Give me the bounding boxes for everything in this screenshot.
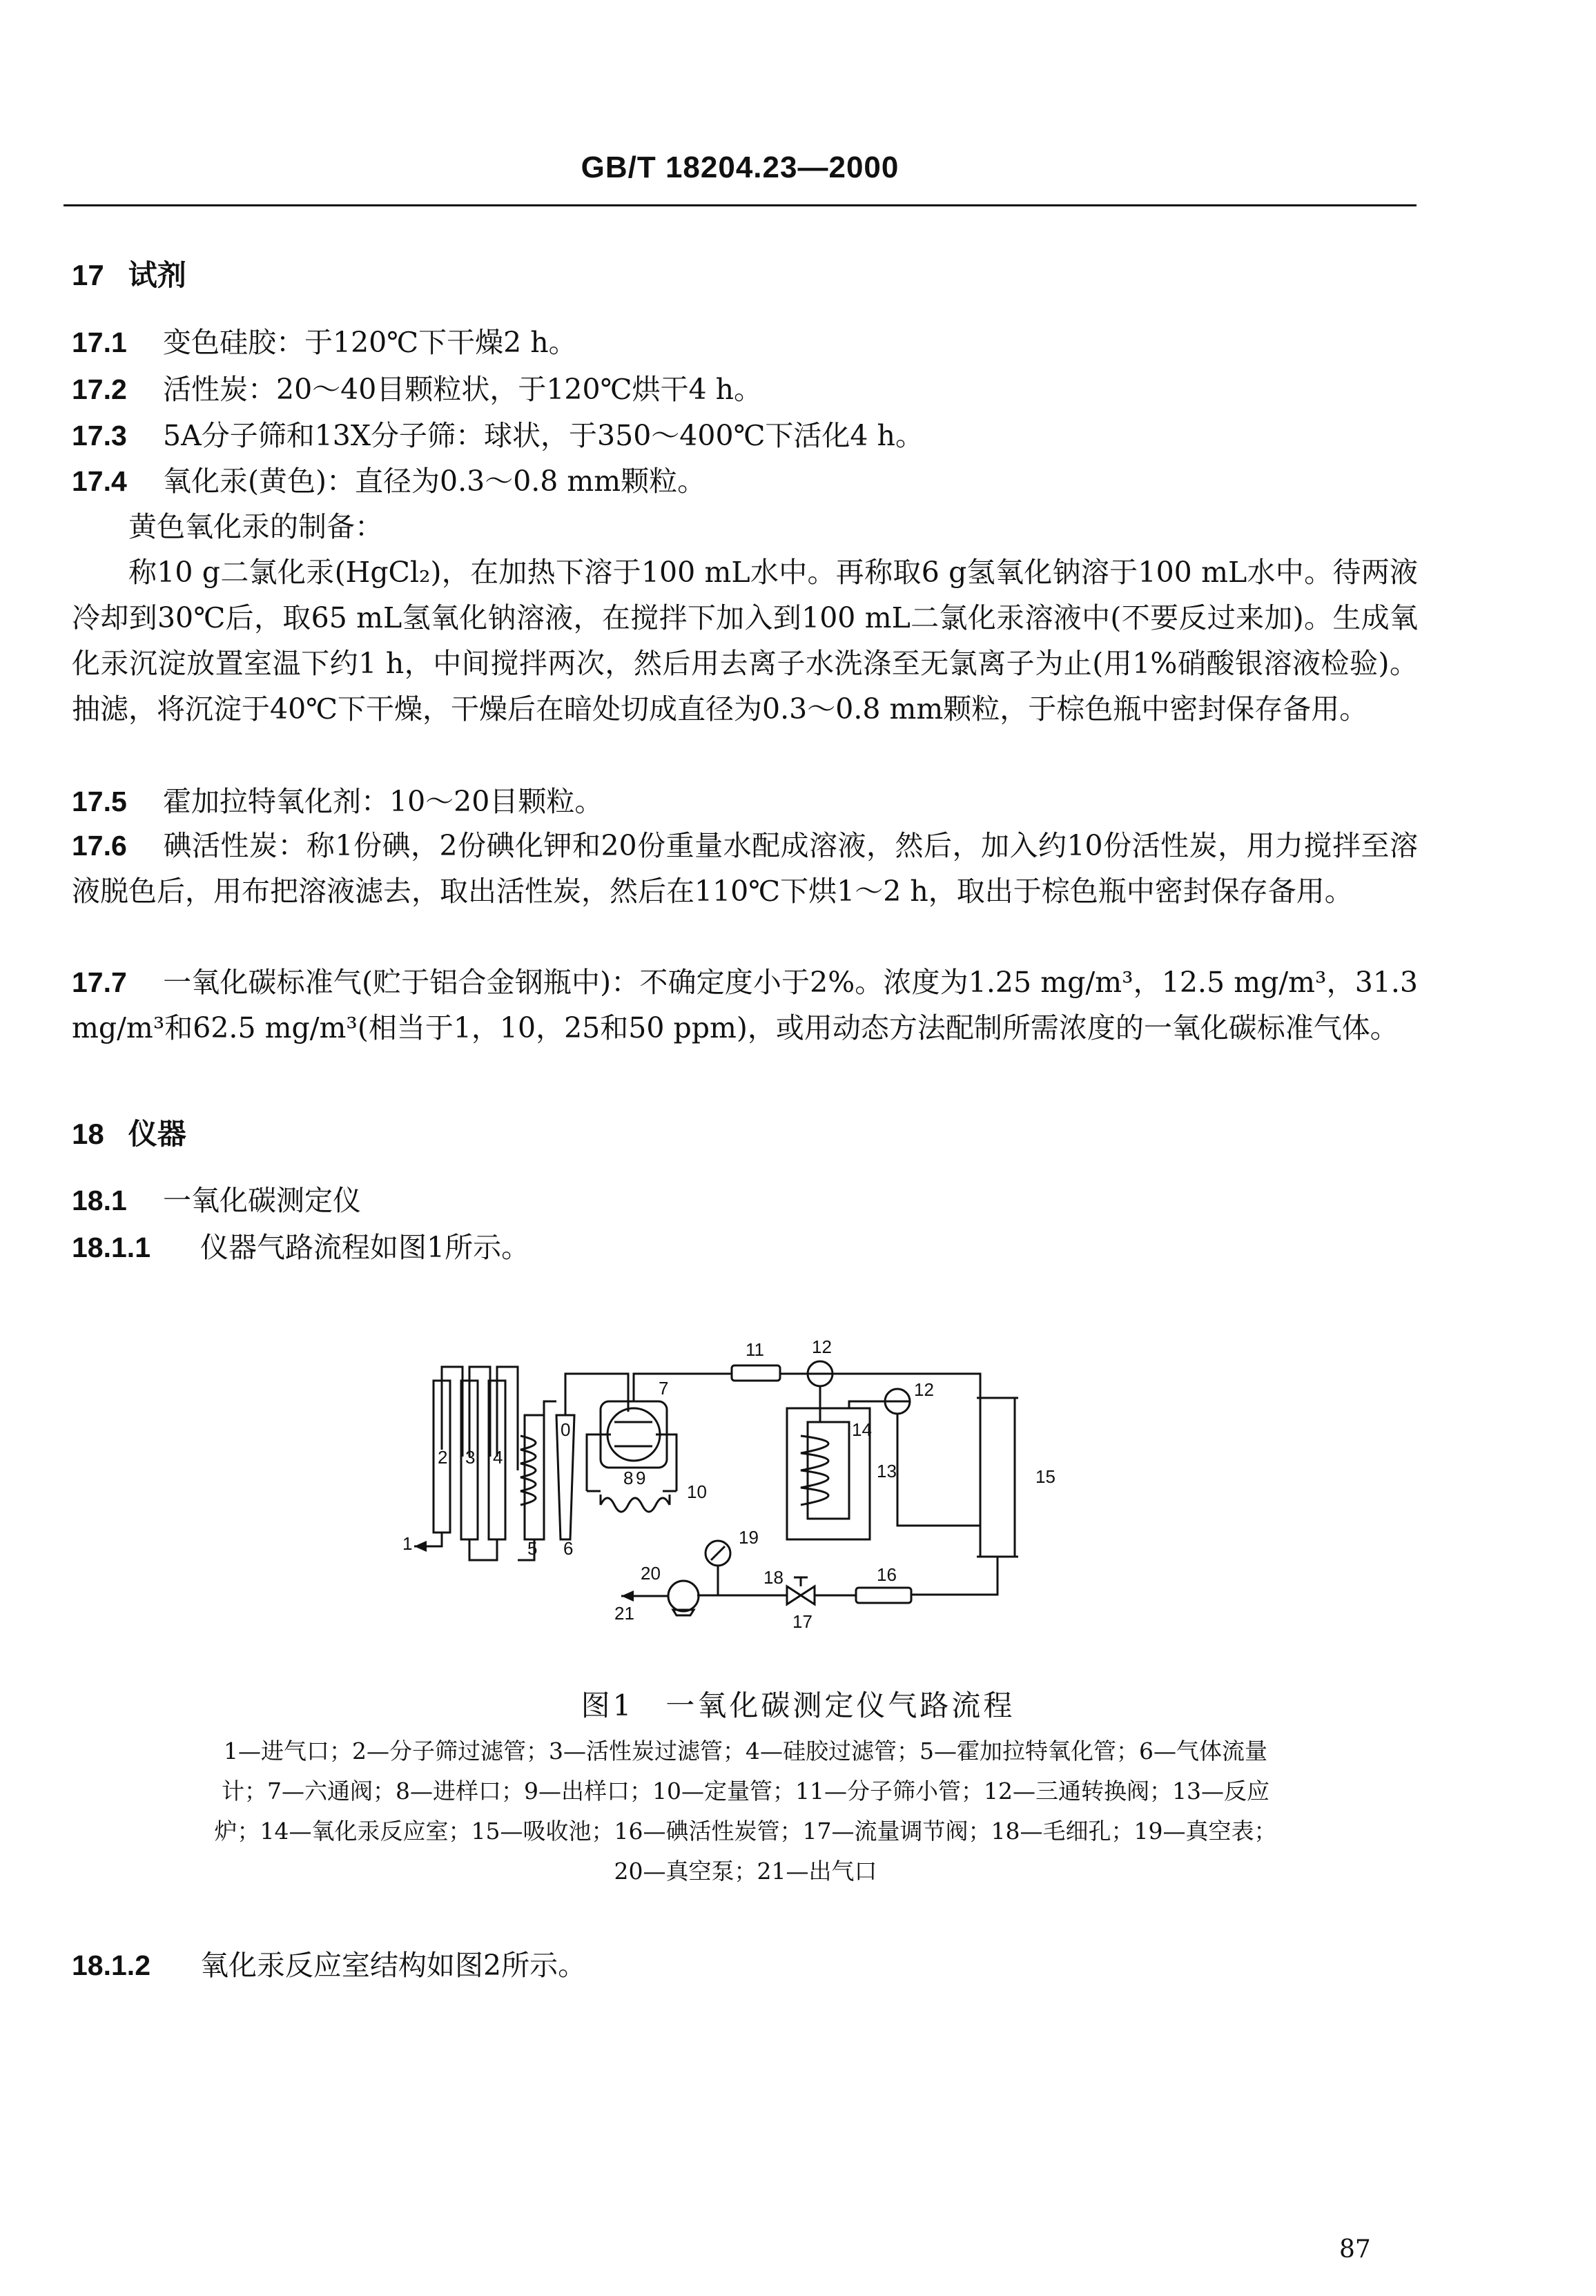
- item-18-1: [72, 1178, 1418, 1223]
- item-text: 一氧化碳标准气(贮于铝合金钢瓶中)：不确定度小于2%。浓度为1.25 mg/m³，12.5 mg/m³，31.3 mg/m³和62.5 mg/m³(相当于1，10，25和50 ppm)，或用动态方法配制所需浓度的一氧化碳标准气体。: [72, 966, 1418, 1044]
- figure-label: 12: [812, 1336, 832, 1357]
- vacuum-pump: [668, 1581, 699, 1611]
- figure-label: 20: [641, 1563, 661, 1584]
- molecular-sieve-small-tube: [732, 1365, 780, 1381]
- figure-label: 21: [614, 1603, 634, 1624]
- figure-label: 4: [493, 1447, 503, 1468]
- figure-label: 6: [563, 1538, 574, 1559]
- item-17-3: [72, 413, 1418, 458]
- prep-text: 称10 g二氯化汞(HgCl₂)，在加热下溶于100 mL水中。再称取6 g氢氧化钠溶于100 mL水中。待两液冷却到30℃后，取65 mL氢氧化钠溶液，在搅拌下加入到100 mL二氯化汞溶液中(不要反过来加)。生成氧化汞沉淀放置室温下约1 h，中间搅拌两次，然后用去离子水洗涤至无氯离子为止(用1%硝酸银溶液检验)。抽滤，将沉淀于40℃下干燥，干燥后在暗处切成直径为0.3～0.8 mm颗粒，于棕色瓶中密封保存备用。: [72, 556, 1418, 726]
- figure-label: 7: [659, 1378, 669, 1399]
- flow-regulating-valve: [787, 1586, 815, 1604]
- mercuric-oxide-reaction-chamber: [808, 1422, 849, 1519]
- prep-title: 黄色氧化汞的制备：: [128, 510, 383, 543]
- page-number: 87: [1339, 2235, 1371, 2264]
- item-text: 霍加拉特氧化剂：10～20目颗粒。: [163, 785, 603, 818]
- item-number: 17.4: [72, 465, 127, 497]
- item-text: 碘活性炭：称1份碘，2份碘化钾和20份重量水配成溶液，然后，加入约10份活性炭，用力搅拌至溶液脱色后，用布把溶液滤去，取出活性炭，然后在110℃下烘1～2 h，取出于棕色瓶中密封保存备用。: [72, 829, 1418, 908]
- figure-label: 10: [687, 1481, 707, 1502]
- figure-label: 0: [561, 1419, 571, 1440]
- figure-1-legend: 1—进气口；2—分子筛过滤管；3—活性炭过滤管；4—硅胶过滤管；5—霍加拉特氧化管；6—气体流量计；7—六通阀；8—进样口；9—出样口；10—定量管；11—分子筛小管；12—三通转换阀；13—反应炉；14—氧化汞反应室；15—吸收池；16—碘活性炭管；17—流量调节阀；18—毛细孔；19—真空表；20—真空泵；21—出气口: [214, 1738, 1277, 1885]
- standard-code-header: GB/T 18204.23—2000: [581, 150, 899, 184]
- section-18-title: 仪器: [128, 1118, 186, 1150]
- figure-label: 18: [763, 1567, 784, 1588]
- figure-label: 12: [914, 1379, 934, 1400]
- figure-label: 3: [465, 1447, 476, 1468]
- figure-label: 13: [877, 1461, 897, 1481]
- figure-label: 2: [438, 1447, 448, 1468]
- item-text: 变色硅胶：于120℃下干燥2 h。: [163, 326, 577, 359]
- figure-label: 9: [636, 1468, 646, 1488]
- item-number: 17.6: [72, 830, 127, 862]
- section-17-heading: [72, 253, 1418, 298]
- item-17-1: [72, 320, 1418, 365]
- section-18-number: 18: [72, 1118, 104, 1150]
- figure-label: 16: [877, 1564, 897, 1585]
- figure-label: 1: [402, 1533, 413, 1554]
- item-number: 18.1: [72, 1185, 127, 1216]
- figure-label: 11: [746, 1339, 764, 1360]
- section-17-number: 17: [72, 259, 104, 291]
- item-text: 氧化汞反应室结构如图2所示。: [200, 1949, 587, 1982]
- item-17-4: [72, 458, 1418, 504]
- figure-label: 19: [739, 1527, 759, 1548]
- gas-path-flow-diagram: [373, 1298, 1146, 1643]
- quantitative-tube-coil: [601, 1498, 670, 1512]
- item-number: 17.7: [72, 966, 127, 998]
- item-17-6: [72, 823, 1418, 914]
- header-rule: [64, 204, 1417, 206]
- iodine-activated-carbon-tube: [856, 1588, 911, 1603]
- item-17-5: [72, 779, 1418, 824]
- item-text: 仪器气路流程如图1所示。: [200, 1231, 530, 1264]
- figure-label: 17: [792, 1611, 812, 1632]
- item-17-2: [72, 367, 1418, 412]
- item-number: 17.3: [72, 420, 127, 451]
- absorption-cell: [980, 1398, 1015, 1557]
- figure-label: 5: [527, 1538, 538, 1559]
- figure-label: 15: [1035, 1466, 1055, 1487]
- item-text: 活性炭：20～40目颗粒状，于120℃烘干4 h。: [163, 373, 762, 406]
- item-text: 5A分子筛和13X分子筛：球状，于350～400℃下活化4 h。: [163, 419, 924, 452]
- item-number: 18.1.2: [72, 1949, 150, 1981]
- figure-label: 8: [623, 1468, 634, 1488]
- section-18-heading: [72, 1111, 1418, 1157]
- item-number: 17.5: [72, 786, 127, 817]
- item-18-1-1: [72, 1225, 1418, 1270]
- figure-1-caption: 图1 一氧化碳测定仪气路流程: [581, 1689, 1015, 1722]
- item-number: 17.1: [72, 327, 127, 358]
- figure-label: 14: [852, 1419, 872, 1440]
- item-number: 18.1.1: [72, 1232, 150, 1263]
- item-text: 氧化汞(黄色)：直径为0.3～0.8 mm颗粒。: [163, 465, 706, 498]
- item-text: 一氧化碳测定仪: [163, 1184, 361, 1217]
- item-17-7: [72, 960, 1418, 1051]
- section-17-title: 试剂: [128, 259, 186, 291]
- item-number: 17.2: [72, 373, 127, 405]
- item-18-1-2: [72, 1943, 1418, 1988]
